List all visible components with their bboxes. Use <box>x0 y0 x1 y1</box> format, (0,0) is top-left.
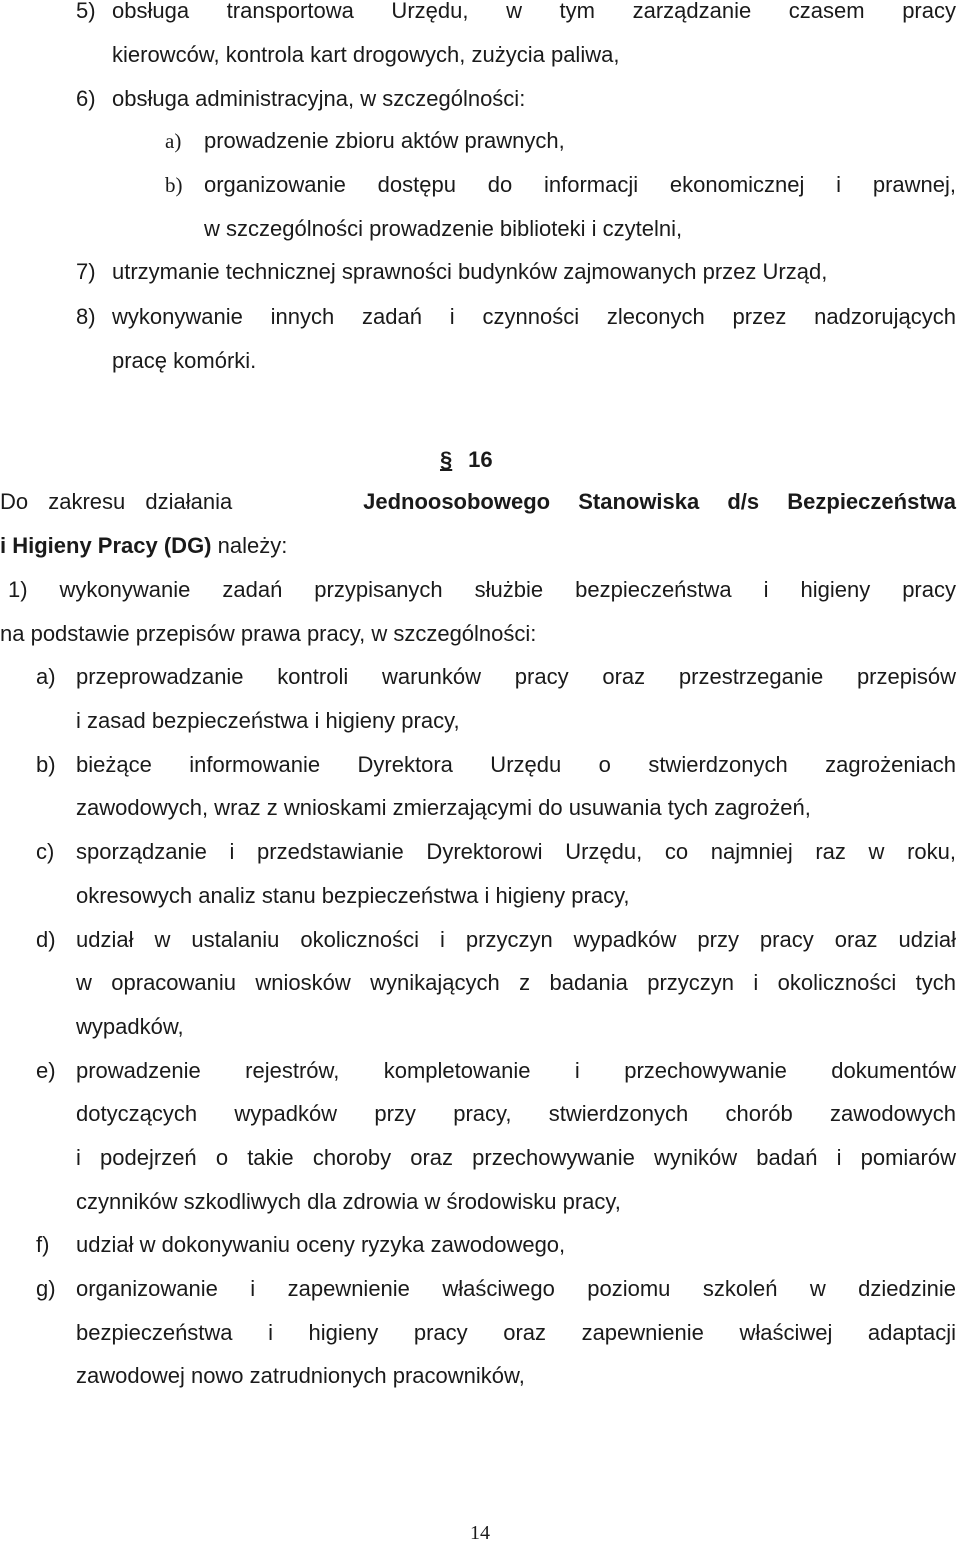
sub-a-line1: przeprowadzanie kontroli warunków pracy oraz przestrzeganie przepisów <box>76 664 956 689</box>
section-intro-line1 <box>0 487 956 517</box>
point1-line1: 1) wykonywanie zadań przypisanych służbie bezpieczeństwa i higieny pracy <box>8 577 956 602</box>
item7-num: 7) <box>76 259 96 284</box>
sub-b-line2: w szczególności prowadzenie biblioteki i czytelni, <box>204 216 683 241</box>
item7-text: utrzymanie technicznej sprawności budynków zajmowanych przez Urząd, <box>112 259 828 284</box>
unit-name-bold-2: i Higieny Pracy (DG) <box>0 533 212 558</box>
sub-c-label: c) <box>36 839 55 864</box>
sub-a-label-2: a) <box>36 664 56 689</box>
sub-a-text: prowadzenie zbioru aktów prawnych, <box>204 128 565 153</box>
section-intro-line2 <box>0 531 287 561</box>
item8-num: 8) <box>76 304 96 329</box>
intro-plain: Do zakresu działania <box>0 489 233 514</box>
sub-c-line1: sporządzanie i przedstawianie Dyrektorowi Urzędu, co najmniej raz w roku, <box>76 839 956 864</box>
sub-e-line1: prowadzenie rejestrów, kompletowanie i przechowywanie dokumentów <box>76 1058 956 1083</box>
item8-line2: pracę komórki. <box>112 348 257 373</box>
sub-g-label: g) <box>36 1276 56 1301</box>
page-number: 14 <box>470 1522 490 1544</box>
section-symbol: § <box>440 447 453 472</box>
sub-b-line1: organizowanie dostępu do informacji ekonomicznej i prawnej, <box>204 172 956 197</box>
sub-d-line1: udział w ustalaniu okoliczności i przyczyn wypadków przy pracy oraz udział <box>76 927 956 952</box>
sub-g-line1: organizowanie i zapewnienie właściwego poziomu szkoleń w dziedzinie <box>76 1276 956 1301</box>
sub-a-line2: i zasad bezpieczeństwa i higieny pracy, <box>76 708 460 733</box>
intro-plain-2: należy: <box>217 533 288 558</box>
item6-num: 6) <box>76 86 96 111</box>
sub-e-line2: dotyczących wypadków przy pracy, stwierdzonych chorób zawodowych <box>76 1101 956 1126</box>
sub-f-line1: udział w dokonywaniu oceny ryzyka zawodowego, <box>76 1232 566 1257</box>
sub-c-line2: okresowych analiz stanu bezpieczeństwa i higieny pracy, <box>76 883 630 908</box>
sub-g-line3: zawodowej nowo zatrudnionych pracowników, <box>76 1363 525 1388</box>
item6-text: obsługa administracyjna, w szczególności: <box>112 86 526 111</box>
item5-line1: obsługa transportowa Urzędu, w tym zarządzanie czasem pracy <box>112 0 956 23</box>
sub-e-label: e) <box>36 1058 56 1083</box>
point1-line2: na podstawie przepisów prawa pracy, w szczególności: <box>0 621 537 646</box>
sub-a-label: a) <box>165 129 182 153</box>
sub-b-line2-2: zawodowych, wraz z wnioskami zmierzającymi do usuwania tych zagrożeń, <box>76 795 811 820</box>
item8-line1: wykonywanie innych zadań i czynności zleconych przez nadzorujących <box>112 304 956 329</box>
sub-g-line2: bezpieczeństwa i higieny pracy oraz zapewnienie właściwej adaptacji <box>76 1320 956 1345</box>
item5-line2: kierowców, kontrola kart drogowych, zużycia paliwa, <box>112 42 620 67</box>
sub-b-line1-2: bieżące informowanie Dyrektora Urzędu o stwierdzonych zagrożeniach <box>76 752 956 777</box>
sub-d-label: d) <box>36 927 56 952</box>
sub-e-line3: i podejrzeń o takie choroby oraz przechowywanie wyników badań i pomiarów <box>76 1145 956 1170</box>
sub-b-label-2: b) <box>36 752 56 777</box>
sub-e-line4: czynników szkodliwych dla zdrowia w środowisku pracy, <box>76 1189 621 1214</box>
section-number: 16 <box>468 447 493 472</box>
item5-num: 5) <box>76 0 96 23</box>
sub-d-line2: w opracowaniu wniosków wynikających z badania przyczyn i okoliczności tych <box>76 970 956 995</box>
unit-name-bold: Jednoosobowego Stanowiska d/s Bezpieczeństwa <box>363 489 956 514</box>
sub-d-line3: wypadków, <box>76 1014 184 1039</box>
sub-f-label: f) <box>36 1232 50 1257</box>
sub-b-label: b) <box>165 173 183 197</box>
section-heading <box>440 444 560 476</box>
